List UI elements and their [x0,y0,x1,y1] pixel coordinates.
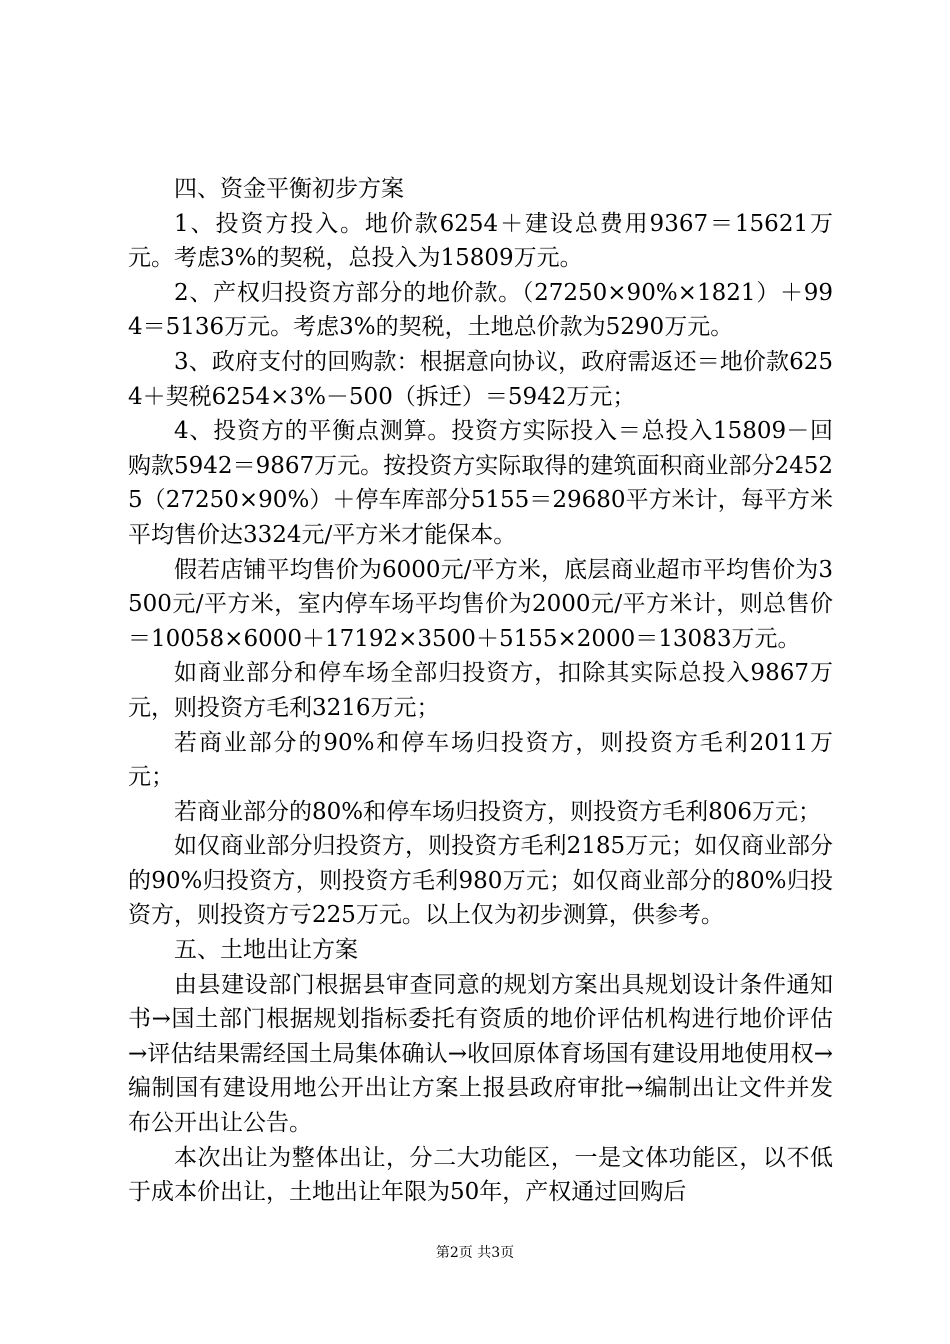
paragraph-transfer-scope: 本次出让为整体出让，分二大功能区，一是文体功能区，以不低于成本价出让，土地出让年限为50年，产权通过回购后 [128,1144,833,1206]
paragraph-profit-80: 若商业部分的80%和停车场归投资方，则投资方毛利806万元； [174,798,822,825]
paragraph-break-even: 4、投资方的平衡点测算。投资方实际投入＝总投入15809－回购款5942＝9867万元。按投资方实际取得的建筑面积商业部分24525（27250×90%）＋停车库部分5155＝29680平方米计，每平方米平均售价达3324元/平方米才能保本。 [128,418,833,548]
section-heading-fund-balance: 四、资金平衡初步方案 [174,176,404,202]
paragraph-government-buyback: 3、政府支付的回购款：根据意向协议，政府需返还＝地价款6254＋契税6254×3%－500（拆迁）＝5942万元； [128,348,833,410]
paragraph-land-price: 2、产权归投资方部分的地价款。（27250×90%×1821）＋994＝5136万元。考虑3%的契税，土地总价款为5290万元。 [128,279,833,341]
paragraph-transfer-process: 由县建设部门根据县审查同意的规划方案出具规划设计条件通知书→国土部门根据规划指标委托有资质的地价评估机构进行地价评估→评估结果需经国土局集体确认→收回原体育场国有建设用地使用权→编制国有建设用地公开出让方案上报县政府审批→编制出让文件并发布公开出让公告。 [128,971,833,1137]
page-number-footer: 第2页 共3页 [435,1245,515,1261]
paragraph-profit-90: 若商业部分的90%和停车场归投资方，则投资方毛利2011万元； [128,729,833,791]
document-body [128,172,833,1210]
paragraph-commercial-only: 如仅商业部分归投资方，则投资方毛利2185万元；如仅商业部分的90%归投资方，则投资方毛利980万元；如仅商业部分的80%归投资方，则投资方亏225万元。以上仅为初步测算，供参考。 [128,833,833,929]
paragraph-profit-all: 如商业部分和停车场全部归投资方，扣除其实际总投入9867万元，则投资方毛利3216万元； [128,660,833,721]
paragraph-investor-input: 1、投资方投入。地价款6254＋建设总费用9367＝15621万元。考虑3%的契税，总投入为15809万元。 [128,210,833,272]
section-heading-land-transfer: 五、土地出让方案 [174,937,358,964]
paragraph-total-sales: 假若店铺平均售价为6000元/平方米，底层商业超市平均售价为3500元/平方米，室内停车场平均售价为2000元/平方米计，则总售价＝10058×6000＋17192×3500＋5155×2000＝13083万元。 [128,556,833,652]
